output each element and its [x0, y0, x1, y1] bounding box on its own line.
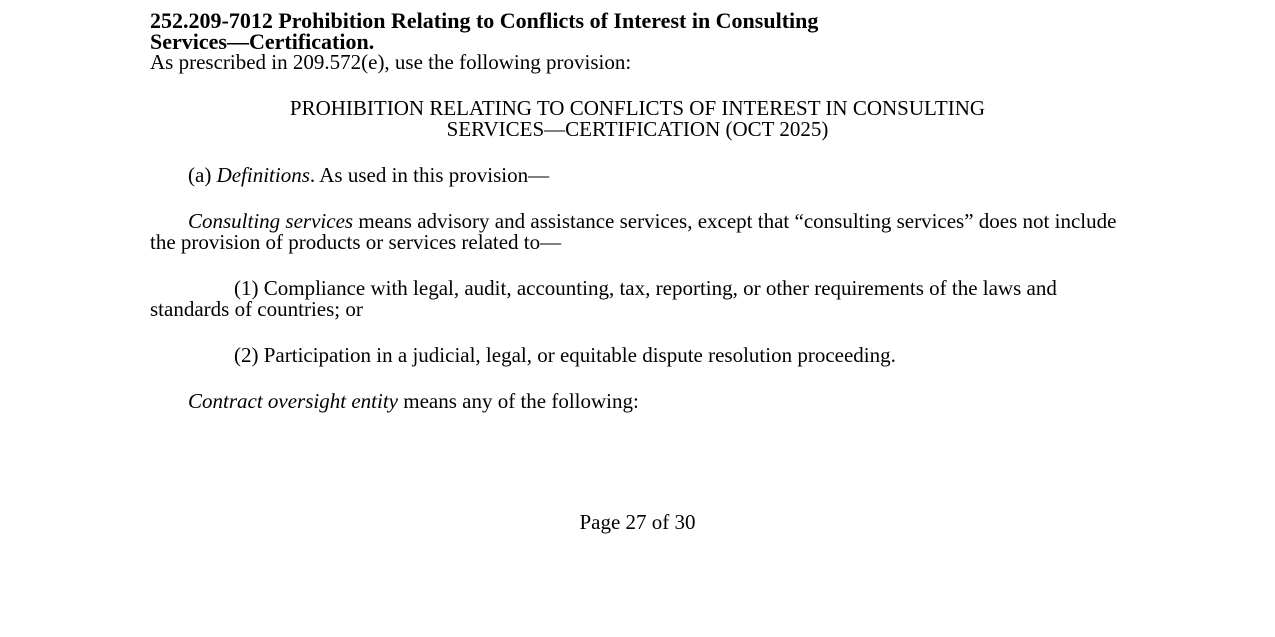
- provision-title: [150, 98, 1125, 140]
- consulting-services-definition: [150, 211, 1125, 253]
- consulting-services-term: Consulting services: [188, 209, 354, 233]
- clause-heading-line1: 252.209-7012 Prohibition Relating to Conflicts of Interest in Consulting: [150, 8, 819, 33]
- prescription-text: As prescribed in 209.572(e), use the following provision:: [150, 50, 632, 74]
- paragraph-a-rest: . As used in this provision—: [309, 163, 550, 187]
- paragraph-a-term: Definitions: [216, 163, 310, 187]
- contract-oversight-term: Contract oversight entity: [188, 389, 398, 413]
- list-item-1: (1) Compliance with legal, audit, accounting, tax, reporting, or other requirements of the laws and standards of countries; or: [150, 276, 1057, 321]
- page-number: Page 27 of 30: [579, 510, 696, 534]
- list-item-2: (2) Participation in a judicial, legal, or equitable dispute resolution proceeding.: [234, 343, 896, 367]
- document-page: [150, 10, 1125, 412]
- paragraph-a-prefix: (a): [188, 163, 217, 187]
- paragraph-a: [150, 165, 1125, 186]
- clause-heading-line2: Services—Certification.: [150, 29, 375, 54]
- provision-title-line1: PROHIBITION RELATING TO CONFLICTS OF INTEREST IN CONSULTING: [289, 96, 986, 120]
- consulting-services-text: means advisory and assistance services, except that “consulting services” does not include the provision of products or services related to—: [150, 209, 1117, 254]
- contract-oversight-text: means any of the following:: [397, 389, 639, 413]
- provision-title-line2: SERVICES—CERTIFICATION (OCT 2025): [446, 117, 829, 141]
- clause-heading: [150, 10, 1125, 52]
- contract-oversight-definition: [150, 391, 1125, 412]
